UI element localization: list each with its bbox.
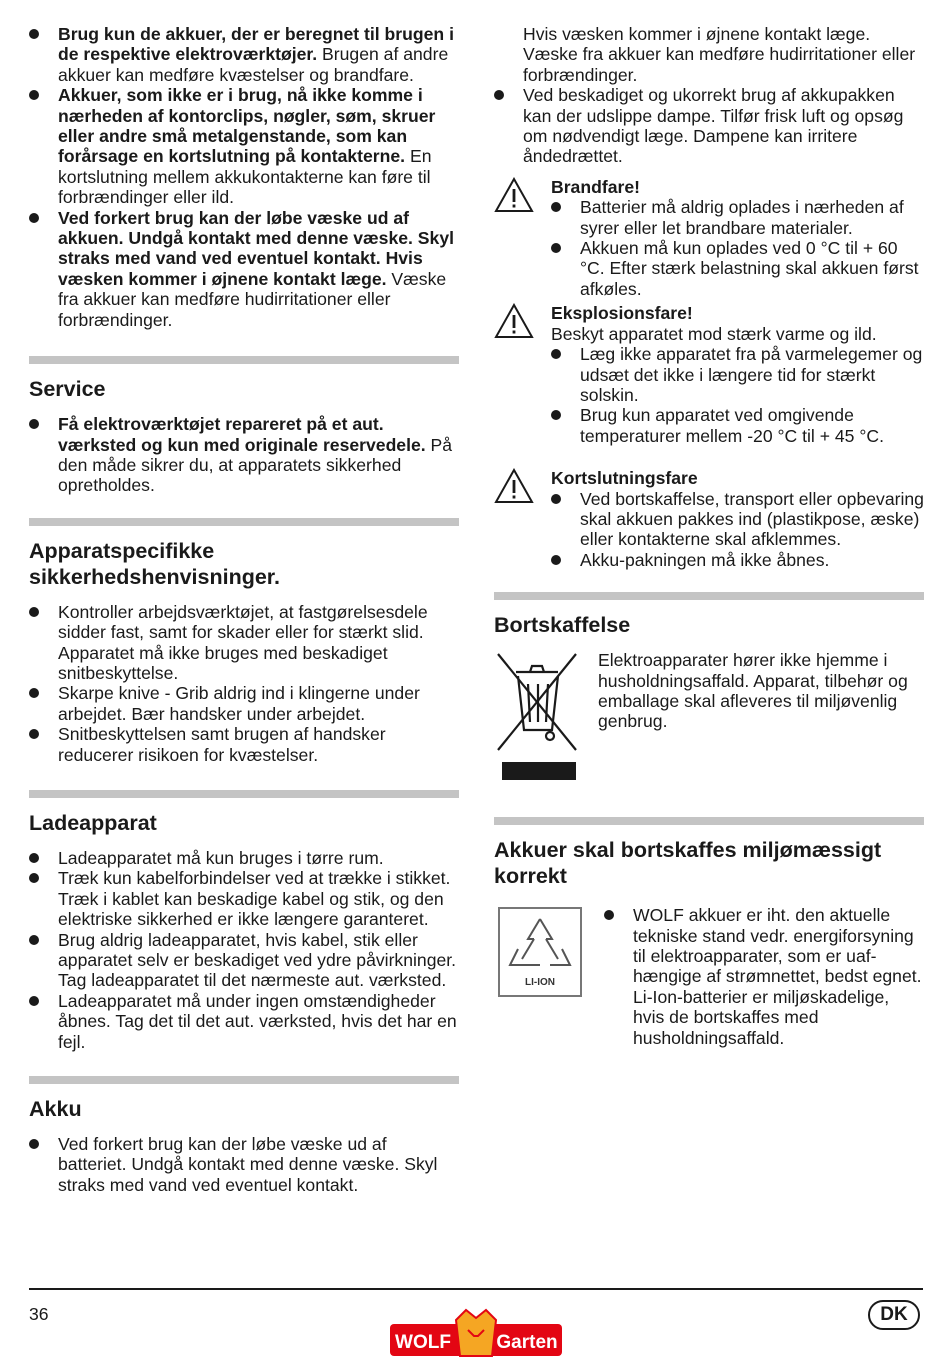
svg-text:LI-ION: LI-ION bbox=[525, 977, 555, 989]
language-badge: DK bbox=[868, 1300, 920, 1330]
list-item: Snitbeskyttelsen samt brugen af handsker reducerer risikoen for kvæstelser. bbox=[29, 724, 459, 765]
section-heading-apparat: Apparatspecifikke sikkerhedshenvisninger. bbox=[29, 538, 280, 589]
section-heading-akku: Akku bbox=[29, 1097, 82, 1122]
list-item: Træk kun kabelforbindelser ved at trække i stikket. Træk i kablet kan beskadige kabel og stik, og den elektriske sikkerhed er ikke længere garanteret. bbox=[29, 868, 459, 929]
warning-triangle-icon bbox=[494, 303, 534, 339]
section-heading-ladeapparat: Ladeapparat bbox=[29, 810, 157, 835]
list-item: Ved bortskaffelse, transport eller opbevaring skal akkuen pakkes ind (plastikpose, æske) eller kontakterne skal afklemmes. bbox=[551, 489, 924, 550]
ladeapparat-list bbox=[29, 848, 459, 1052]
eksplosionsfare-list bbox=[551, 344, 924, 446]
section-heading-akkuer: Akkuer skal bortskaffes miljømæssigt korrekt bbox=[494, 838, 882, 889]
list-item: Brug aldrig ladeapparatet, hvis kabel, stik eller apparatet selv er beskadiget ved ydre påvirkninger. Tag ladeapparatet til det nærmeste aut. værksted. bbox=[29, 930, 459, 991]
list-item: Ved beskadiget og ukorrekt brug af akkupakken kan der udslippe dampe. Tilfør frisk luft og opsøg om nødvendigt læge. Dampene kan irritere åndedrættet. bbox=[494, 85, 924, 167]
list-item: Læg ikke apparatet fra på varmelegemer og udsæt det ikke i længere tid for stærkt solskin. bbox=[551, 344, 924, 405]
section-divider bbox=[29, 1076, 459, 1084]
list-item: Brug kun apparatet ved omgivende temperaturer mellem -20 °C til + 45 °C. bbox=[551, 405, 924, 446]
section-divider bbox=[29, 356, 459, 364]
apparat-list bbox=[29, 602, 459, 765]
list-item: Akkuer, som ikke er i brug, nå ikke komme i nærheden af kontorclips, nøgler, søm, skruer eller andre små metalgenstande, som kan forårsage en kortslutning på kontakterne. En kortslutning mellem akkukontakterne kan føre til forbrændinger eller ild. bbox=[29, 85, 459, 207]
warning-brandfare bbox=[494, 177, 924, 299]
recycling-icon bbox=[498, 907, 582, 997]
list-item: Ved forkert brug kan der løbe væske ud af batteriet. Undgå kontakt med denne væske. Skyl straks med vand ved eventuel kontakt. bbox=[29, 1134, 459, 1195]
svg-text:WOLF: WOLF bbox=[395, 1332, 451, 1353]
warning-title: Brandfare! bbox=[551, 176, 640, 197]
warning-eksplosionsfare bbox=[494, 303, 924, 446]
footer-divider bbox=[29, 1288, 923, 1290]
page-number: 36 bbox=[29, 1304, 49, 1324]
section-heading-service: Service bbox=[29, 377, 106, 402]
bortskaffelse-text: Elektroapparater hører ikke hjemme i husholdningsaffald. Apparat, tilbehør og emballage skal afleveres til miljøvenlig genbrug. bbox=[598, 650, 908, 732]
kortslutningsfare-list bbox=[551, 489, 924, 571]
section-divider bbox=[29, 790, 459, 798]
liion-block bbox=[494, 905, 924, 1085]
crossed-bin-icon bbox=[494, 650, 580, 790]
list-item: Akkuen må kun oplades ved 0 °C til + 60 °C. Efter stærk belastning skal akkuen først afkøles. bbox=[551, 238, 924, 299]
list-item: Skarpe knive - Grib aldrig ind i klingerne under arbejdet. Bær handsker under arbejdet. bbox=[29, 683, 459, 724]
warning-title: Kortslutningsfare bbox=[551, 468, 698, 489]
akkuer-list bbox=[604, 905, 924, 1048]
section-divider bbox=[494, 592, 924, 600]
wolf-garten-logo bbox=[390, 1306, 562, 1360]
warning-title: Eksplosionsfare! bbox=[551, 303, 693, 324]
warning-triangle-icon bbox=[494, 468, 534, 504]
weee-block bbox=[494, 650, 924, 790]
list-item: Kontroller arbejdsværktøjet, at fastgørelsesdele sidder fast, samt for skader eller for stærkt slid. Apparatet må ikke bruges med beskadiget snitbeskyttelse. bbox=[29, 602, 459, 684]
service-list bbox=[29, 414, 459, 496]
left-column bbox=[29, 24, 459, 1195]
svg-text:Garten: Garten bbox=[496, 1332, 558, 1353]
list-item: WOLF akkuer er iht. den aktuelle tekniske stand vedr. energiforsyning til elektroapparater, som er uafhængige af strømnettet, bedst egnet. Li-Ion-batterier er miljøskadelige, hvis de bortskaffes med husholdningsaffald. bbox=[604, 905, 924, 1048]
warning-intro: Beskyt apparatet mod stærk varme og ild. bbox=[551, 323, 877, 344]
section-divider bbox=[29, 518, 459, 526]
brandfare-list bbox=[551, 197, 924, 299]
intro-list bbox=[29, 24, 459, 330]
list-item: Brug kun de akkuer, der er beregnet til brugen i de respektive elektroværktøjer. Brugen af andre akkuer kan medføre kvæstelser og brandfare. bbox=[29, 24, 459, 85]
akku-list bbox=[29, 1134, 459, 1195]
continued-list bbox=[494, 85, 924, 167]
list-item: Få elektroværktøjet repareret på et aut. værksted og kun med originale reservedele. På den måde sikrer du, at apparatets sikkerhed opretholdes. bbox=[29, 414, 459, 496]
list-item: Akku-pakningen må ikke åbnes. bbox=[551, 550, 924, 570]
list-item: Ved forkert brug kan der løbe væske ud af akkuen. Undgå kontakt med denne væske. Skyl straks med vand ved eventuel kontakt. Hvis væsken kommer i øjnene kontakt læge. Væske fra akkuer kan medføre hudirritationer eller forbrændinger. bbox=[29, 208, 459, 330]
warning-triangle-icon bbox=[494, 177, 534, 213]
continued-text: Hvis væsken kommer i øjnene kontakt læge. Væske fra akkuer kan medføre hudirritationer eller forbrændinger. bbox=[523, 24, 916, 85]
section-heading-bortskaffelse: Bortskaffelse bbox=[494, 613, 631, 638]
list-item: Ladeapparatet må under ingen omstændigheder åbnes. Tag det til det aut. værksted, hvis det har en fejl. bbox=[29, 991, 459, 1052]
list-item: Batterier må aldrig oplades i nærheden af syrer eller let brandbare materialer. bbox=[551, 197, 924, 238]
section-divider bbox=[494, 817, 924, 825]
list-item: Ladeapparatet må kun bruges i tørre rum. bbox=[29, 848, 459, 868]
warning-kortslutningsfare bbox=[494, 468, 924, 570]
right-column bbox=[494, 24, 924, 1085]
